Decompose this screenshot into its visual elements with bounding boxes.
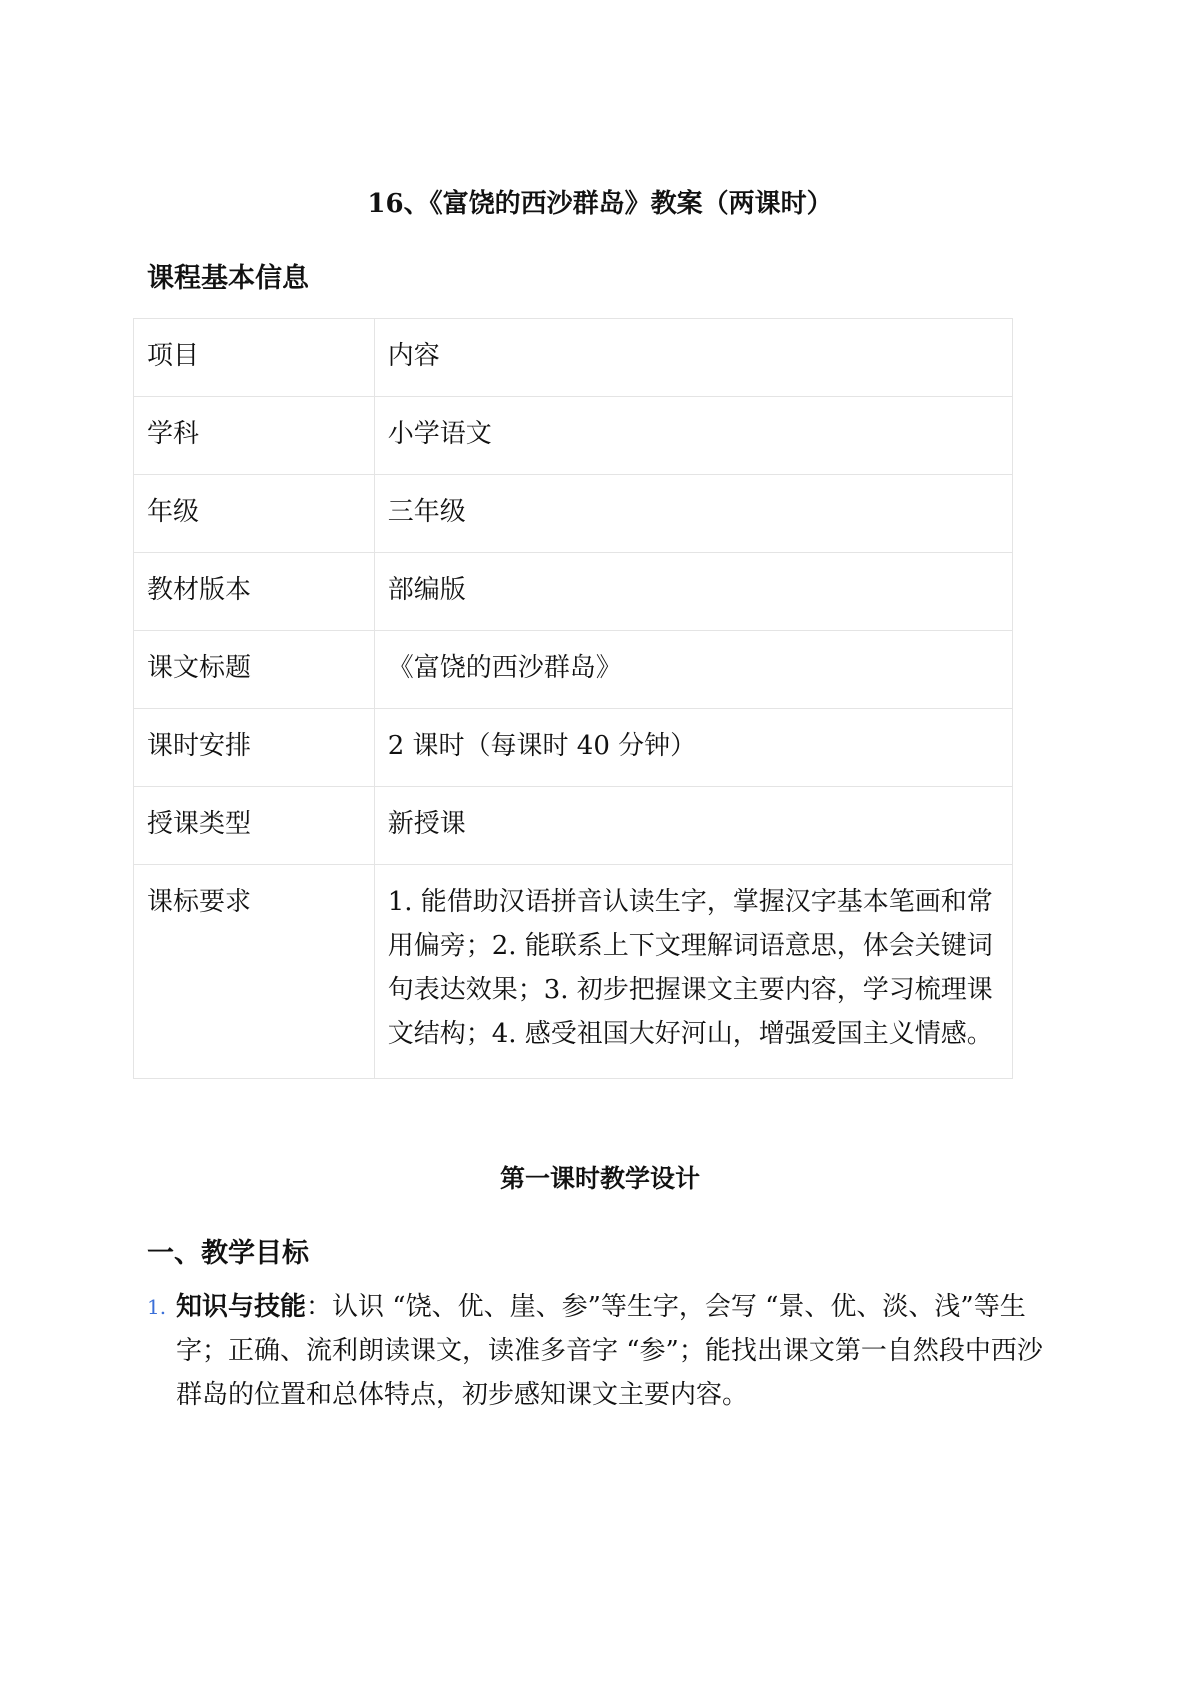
table-cell-value: 1. 能借助汉语拼音认读生字，掌握汉字基本笔画和常用偏旁；2. 能联系上下文理解词语意思，体会关键词句表达效果；3. 初步把握课文主要内容，学习梳理课文结构；4. 感受祖国大好河山，增强爱国主义情感。 (374, 865, 1012, 1079)
table-row (134, 787, 1013, 865)
course-info-table (133, 318, 1013, 1079)
table-row (134, 553, 1013, 631)
table-cell-key: 课标要求 (134, 865, 375, 1079)
table-cell-key: 年级 (134, 475, 375, 553)
table-cell-value: 新授课 (374, 787, 1012, 865)
list-item (147, 1285, 1047, 1417)
table-row (134, 319, 1013, 397)
objective-text: 认识 “饶、优、崖、参”等生字，会写 “景、优、淡、浅”等生字；正确、流利朗读课文，读准多音字 “参”；能找出课文第一自然段中西沙群岛的位置和总体特点，初步感知课文主要内容。 (176, 1292, 1043, 1410)
course-info-heading: 课程基本信息 (147, 263, 309, 294)
objective-label: 知识与技能 (176, 1292, 307, 1322)
table-row (134, 631, 1013, 709)
table-row (134, 709, 1013, 787)
list-number: 1. (147, 1295, 167, 1319)
table-cell-key: 课文标题 (134, 631, 375, 709)
document-title: 16、《富饶的西沙群岛》教案（两课时） (367, 189, 833, 219)
table-cell-key: 学科 (134, 397, 375, 475)
table-cell-key: 项目 (134, 319, 375, 397)
objectives-heading: 一、教学目标 (147, 1238, 309, 1269)
objectives-list (147, 1285, 1047, 1417)
table-row (134, 865, 1013, 1079)
table-cell-value: 小学语文 (374, 397, 1012, 475)
table-cell-key: 授课类型 (134, 787, 375, 865)
objective-separator: ： (306, 1292, 333, 1322)
table-cell-key: 课时安排 (134, 709, 375, 787)
table-cell-key: 教材版本 (134, 553, 375, 631)
table-cell-value: 内容 (374, 319, 1012, 397)
table-row (134, 397, 1013, 475)
lesson-one-title: 第一课时教学设计 (499, 1164, 700, 1193)
table-cell-value: 部编版 (374, 553, 1012, 631)
table-row (134, 475, 1013, 553)
table-cell-value: 2 课时（每课时 40 分钟） (374, 709, 1012, 787)
table-cell-value: 《富饶的西沙群岛》 (374, 631, 1012, 709)
table-cell-value: 三年级 (374, 475, 1012, 553)
